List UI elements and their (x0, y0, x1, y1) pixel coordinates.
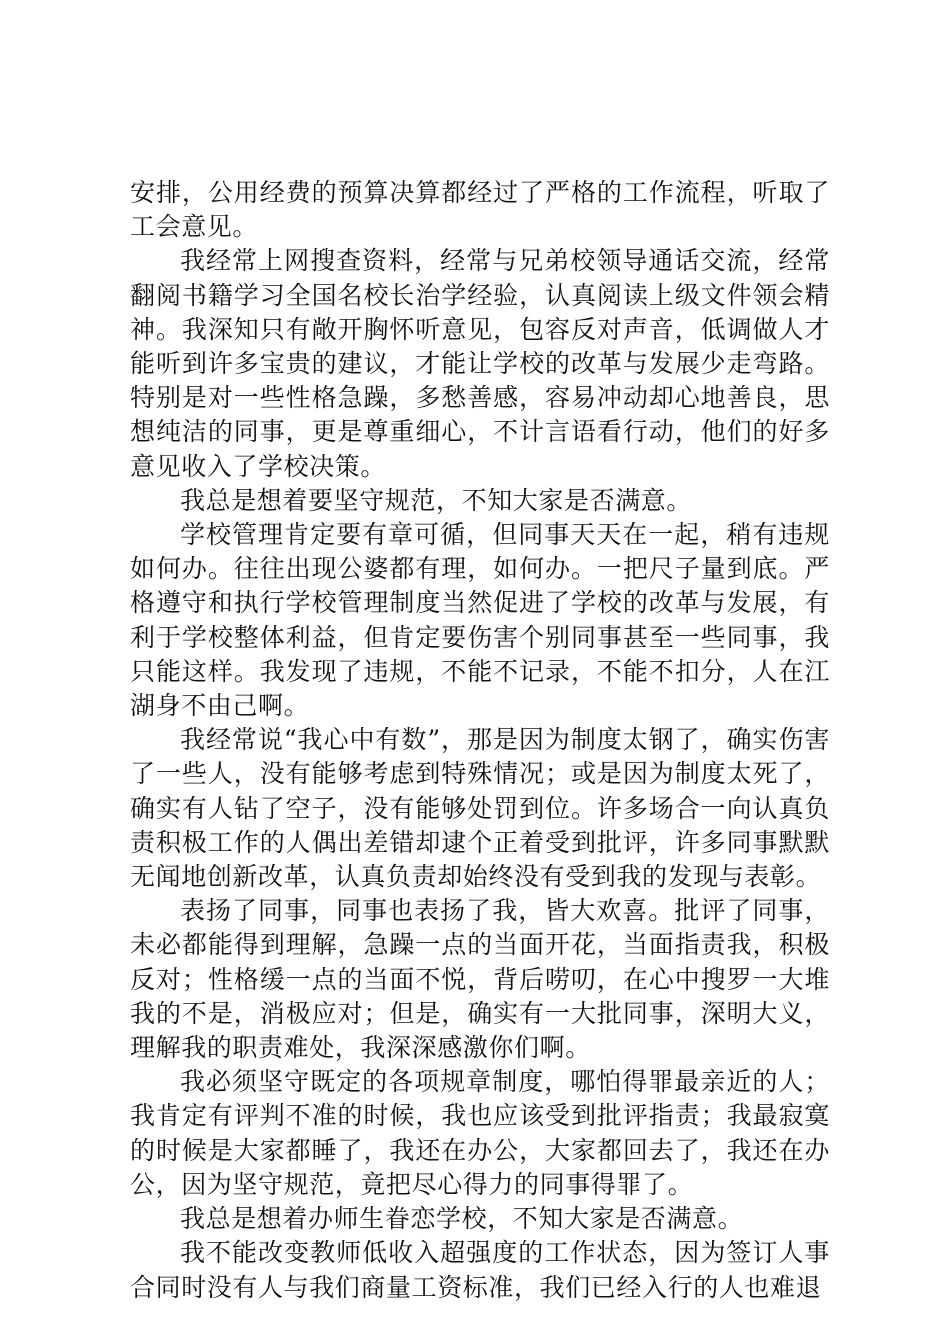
paragraph: 表扬了同事，同事也表扬了我，皆大欢喜。批评了同事，未必都能得到理解，急躁一点的当面开花，当面指责我，积极反对；性格缓一点的当面不悦，背后唠叨，在心中搜罗一大堆我的不是，消极应对；但是，确实有一大批同事，深明大义，理解我的职责难处，我深深感激你们啊。 (130, 896, 830, 1063)
document-body (130, 176, 830, 1305)
paragraph: 我不能改变教师低收入超强度的工作状态，因为签订人事合同时没有人与我们商量工资标准，我们已经入行的人也难退 (130, 1238, 830, 1302)
paragraph: 我经常说“我心中有数”，那是因为制度太钢了，确实伤害了一些人，没有能够考虑到特殊情况；或是因为制度太死了，确实有人钻了空子，没有能够处罚到位。许多场合一向认真负责积极工作的人偶出差错却逮个正着受到批评，许多同事默默无闻地创新改革，认真负责却始终没有受到我的发现与表彰。 (130, 725, 830, 892)
paragraph: 我总是想着要坚守规范，不知大家是否满意。 (180, 485, 693, 515)
paragraph: 学校管理肯定要有章可循，但同事天天在一起，稍有违规如何办。往往出现公婆都有理，如何办。一把尺子量到底。严格遵守和执行学校管理制度当然促进了学校的改革与发展，有利于学校整体利益，但肯定要伤害个别同事甚至一些同事，我只能这样。我发现了违规，不能不记录，不能不扣分，人在江湖身不由己啊。 (130, 520, 830, 721)
paragraph: 我经常上网搜查资料，经常与兄弟校领导通话交流，经常翻阅书籍学习全国名校长治学经验，认真阅读上级文件领会精神。我深知只有敞开胸怀听意见，包容反对声音，低调做人才能听到许多宝贵的建议，才能让学校的改革与发展少走弯路。特别是对一些性格急躁，多愁善感，容易冲动却心地善良，思想纯洁的同事，更是尊重细心，不计言语看行动，他们的好多意见收入了学校决策。 (130, 246, 830, 481)
paragraph-continued: 安排，公用经费的预算决算都经过了严格的工作流程，听取了工会意见。 (130, 178, 830, 242)
paragraph: 我必须坚守既定的各项规章制度，哪怕得罪最亲近的人；我肯定有评判不准的时候，我也应该受到批评指责；我最寂寞的时候是大家都睡了，我还在办公，大家都回去了，我还在办公，因为坚守规范，竟把尽心得力的同事得罪了。 (130, 1067, 830, 1199)
paragraph: 我总是想着办师生眷恋学校，不知大家是否满意。 (180, 1204, 744, 1234)
